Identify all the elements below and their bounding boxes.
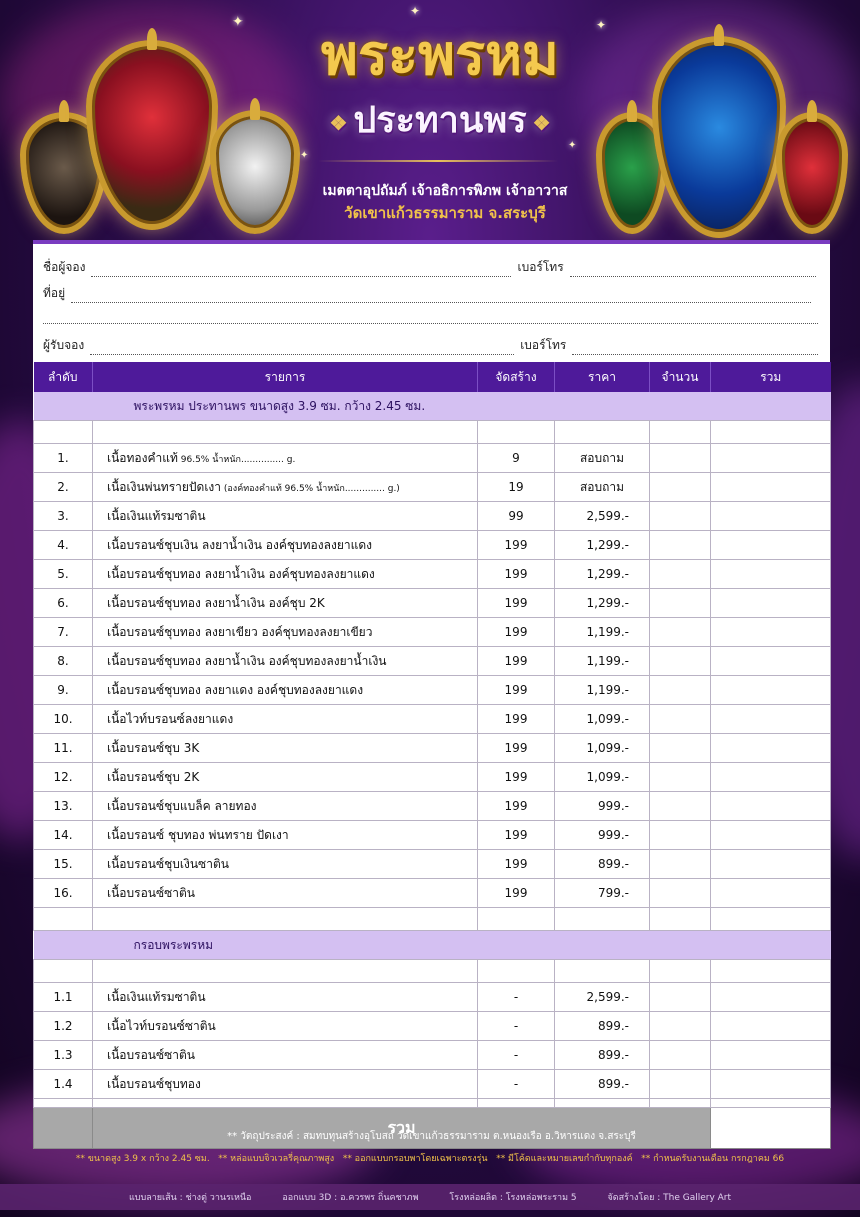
qty-cell[interactable]: [650, 502, 711, 531]
address-field-2[interactable]: [43, 310, 818, 324]
table-row: 14. เนื้อบรอนซ์ ชุบทอง พ่นทราย ปัดเงา 199 999.-: [34, 821, 831, 850]
credit-item: จัดสร้างโดย : The Gallery Art: [607, 1193, 732, 1203]
temple-line: วัดเขาแก้วธรรมาราม จ.สระบุรี: [344, 204, 546, 222]
sparkle-icon: ✦: [410, 4, 421, 18]
spacer-row: [34, 908, 831, 931]
sum-cell[interactable]: [711, 821, 831, 850]
credit-item: โรงหล่อผลิต : โรงหล่อพระราม 5: [449, 1193, 577, 1203]
address-row-2: [43, 310, 818, 324]
col-header-no: ลำดับ: [34, 362, 93, 392]
amulet-image-blue: [652, 36, 786, 238]
patron-line: เมตตาอุปถัมภ์ เจ้าอธิการพิภพ เจ้าอาวาส: [322, 183, 568, 199]
note-item: ** มีโค้ดและหมายเลขกำกับทุกองค์: [496, 1154, 633, 1164]
table-row: 10. เนื้อไวท์บรอนซ์ลงยาแดง 199 1,099.-: [34, 705, 831, 734]
table-row: 1.1 เนื้อเงินแท้รมซาติน - 2,599.-: [34, 983, 831, 1012]
sum-cell[interactable]: [711, 589, 831, 618]
spacer-row: [34, 421, 831, 444]
sum-cell[interactable]: [711, 983, 831, 1012]
receiver-label: ผู้รับจอง: [43, 338, 85, 352]
qty-cell[interactable]: [650, 560, 711, 589]
table-row: 1. เนื้อทองคำแท้ 96.5% น้ำหนัก............... g. 9 สอบถาม: [34, 444, 831, 473]
amulet-image-silver: [210, 110, 300, 234]
sum-cell[interactable]: [711, 444, 831, 473]
sum-cell[interactable]: [711, 734, 831, 763]
sum-cell[interactable]: [711, 676, 831, 705]
sum-cell[interactable]: [711, 1012, 831, 1041]
qty-cell[interactable]: [650, 734, 711, 763]
qty-cell[interactable]: [650, 647, 711, 676]
table-row: 6. เนื้อบรอนซ์ชุบทอง ลงยาน้ำเงิน องค์ชุบ 2K 199 1,299.-: [34, 589, 831, 618]
qty-cell[interactable]: [650, 705, 711, 734]
table-row: 12. เนื้อบรอนซ์ชุบ 2K 199 1,099.-: [34, 763, 831, 792]
note-item: ** กำหนดรับงานเดือน กรกฎาคม 66: [641, 1154, 785, 1164]
header-banner: [0, 0, 860, 240]
sum-cell[interactable]: [711, 705, 831, 734]
qty-cell[interactable]: [650, 1070, 711, 1099]
section-row: [34, 392, 831, 421]
orderer-field[interactable]: [91, 263, 511, 277]
sum-cell[interactable]: [711, 792, 831, 821]
address-field[interactable]: [71, 289, 811, 303]
table-row: 4. เนื้อบรอนซ์ชุบเงิน ลงยาน้ำเงิน องค์ชุบทองลงยาแดง 199 1,299.-: [34, 531, 831, 560]
qty-cell[interactable]: [650, 444, 711, 473]
note-item: ** หล่อแบบจิวเวลรี่คุณภาพสูง: [218, 1154, 335, 1164]
col-header-made: จัดสร้าง: [478, 362, 555, 392]
table-row: 1.2 เนื้อไวท์บรอนซ์ซาติน - 899.-: [34, 1012, 831, 1041]
note-item: ** ขนาดสูง 3.9 x กว้าง 2.45 ซม.: [75, 1154, 210, 1164]
purpose-note: ** วัตถุประสงค์ : สมทบทุนสร้างอุโบสถ วัดเขาแก้วธรรมาราม ต.หนองเรือ อ.วิหารแดง จ.สระบุรี: [227, 1131, 636, 1142]
sum-cell[interactable]: [711, 850, 831, 879]
receiver-row: [43, 336, 818, 355]
ornament-icon: ❖: [329, 111, 348, 135]
table-row: 3. เนื้อเงินแท้รมซาติน 99 2,599.-: [34, 502, 831, 531]
table-row: 1.4 เนื้อบรอนซ์ชุบทอง - 899.-: [34, 1070, 831, 1099]
table-row: 7. เนื้อบรอนซ์ชุบทอง ลงยาเขียว องค์ชุบทองลงยาเขียว 199 1,199.-: [34, 618, 831, 647]
sum-cell[interactable]: [711, 502, 831, 531]
sum-cell[interactable]: [711, 1070, 831, 1099]
notes-line: [0, 1151, 860, 1165]
table-row: 2. เนื้อเงินพ่นทรายปัดเงา (องค์ทองคำแท้ 96.5% น้ำหนัก.............. g.) 19 สอบถาม: [34, 473, 831, 502]
address-label: ที่อยู่: [43, 286, 66, 300]
table-row: 13. เนื้อบรอนซ์ชุบแบล็ค ลายทอง 199 999.-: [34, 792, 831, 821]
sparkle-icon: ✦: [232, 14, 244, 30]
order-form: [33, 240, 830, 366]
qty-cell[interactable]: [650, 850, 711, 879]
col-header-qty: จำนวน: [650, 362, 711, 392]
sum-cell[interactable]: [711, 1041, 831, 1070]
credit-item: แบบลายเส้น : ช่างตู่ วานรเหนือ: [128, 1193, 252, 1203]
title-main: พระพรหม: [321, 22, 559, 88]
phone-field[interactable]: [570, 263, 816, 277]
sum-cell[interactable]: [711, 531, 831, 560]
note-item: ** ออกแบบกรอบพาโดยเฉพาะตรงรุ่น: [342, 1154, 488, 1164]
qty-cell[interactable]: [650, 821, 711, 850]
table-header: [34, 362, 831, 392]
phone2-label: เบอร์โทร: [520, 338, 567, 352]
sum-cell[interactable]: [711, 473, 831, 502]
receiver-field[interactable]: [90, 341, 514, 355]
sum-cell[interactable]: [711, 647, 831, 676]
col-header-total: รวม: [711, 362, 831, 392]
sum-cell[interactable]: [711, 763, 831, 792]
sparkle-icon: ✦: [300, 150, 309, 161]
table-row: 16. เนื้อบรอนซ์ซาติน 199 799.-: [34, 879, 831, 908]
col-header-item: รายการ: [93, 362, 478, 392]
spacer-row: [34, 1099, 831, 1108]
amulet-image-red-small: [776, 112, 848, 234]
qty-cell[interactable]: [650, 983, 711, 1012]
qty-cell[interactable]: [650, 618, 711, 647]
sparkle-icon: ✦: [596, 18, 607, 32]
sum-cell[interactable]: [711, 879, 831, 908]
phone2-field[interactable]: [572, 341, 818, 355]
table-row: 8. เนื้อบรอนซ์ชุบทอง ลงยาน้ำเงิน องค์ชุบทองลงยาน้ำเงิน 199 1,199.-: [34, 647, 831, 676]
table-row: 9. เนื้อบรอนซ์ชุบทอง ลงยาแดง องค์ชุบทองลงยาแดง 199 1,199.-: [34, 676, 831, 705]
table-row: 15. เนื้อบรอนซ์ชุบเงินซาติน 199 899.-: [34, 850, 831, 879]
divider: [318, 160, 558, 162]
amulet-image-red: [86, 40, 218, 230]
section-title: กรอบพระพรหม: [133, 937, 214, 952]
qty-cell[interactable]: [650, 792, 711, 821]
table-row: 11. เนื้อบรอนซ์ชุบ 3K 199 1,099.-: [34, 734, 831, 763]
table-row: 1.3 เนื้อบรอนซ์ซาติน - 899.-: [34, 1041, 831, 1070]
qty-cell[interactable]: [650, 1012, 711, 1041]
qty-cell[interactable]: [650, 473, 711, 502]
section-title: พระพรหม ประทานพร ขนาดสูง 3.9 ซม. กว้าง 2.45 ซม.: [133, 398, 426, 413]
phone-label: เบอร์โทร: [517, 260, 564, 274]
section-row: [34, 931, 831, 960]
sum-cell[interactable]: [711, 618, 831, 647]
qty-cell[interactable]: [650, 1041, 711, 1070]
qty-cell[interactable]: [650, 763, 711, 792]
title-sub: ❖ ประทานพร ❖: [300, 98, 580, 145]
spacer-row: [34, 960, 831, 983]
col-header-price: ราคา: [555, 362, 650, 392]
orderer-row: [43, 258, 816, 277]
credit-item: ออกแบบ 3D : อ.ควรพร ถิ่นคชาภพ: [282, 1193, 419, 1203]
total-label: รวม: [93, 1108, 711, 1149]
ornament-icon: ❖: [532, 111, 551, 135]
sparkle-icon: ✦: [568, 140, 577, 151]
table-row: 5. เนื้อบรอนซ์ชุบทอง ลงยาน้ำเงิน องค์ชุบทองลงยาแดง 199 1,299.-: [34, 560, 831, 589]
qty-cell[interactable]: [650, 879, 711, 908]
qty-cell[interactable]: [650, 676, 711, 705]
price-table: [33, 362, 830, 1149]
sum-cell[interactable]: [711, 560, 831, 589]
orderer-label: ชื่อผู้จอง: [43, 260, 86, 274]
qty-cell[interactable]: [650, 531, 711, 560]
qty-cell[interactable]: [650, 589, 711, 618]
credits-line: [0, 1190, 860, 1204]
address-row: [43, 284, 811, 303]
